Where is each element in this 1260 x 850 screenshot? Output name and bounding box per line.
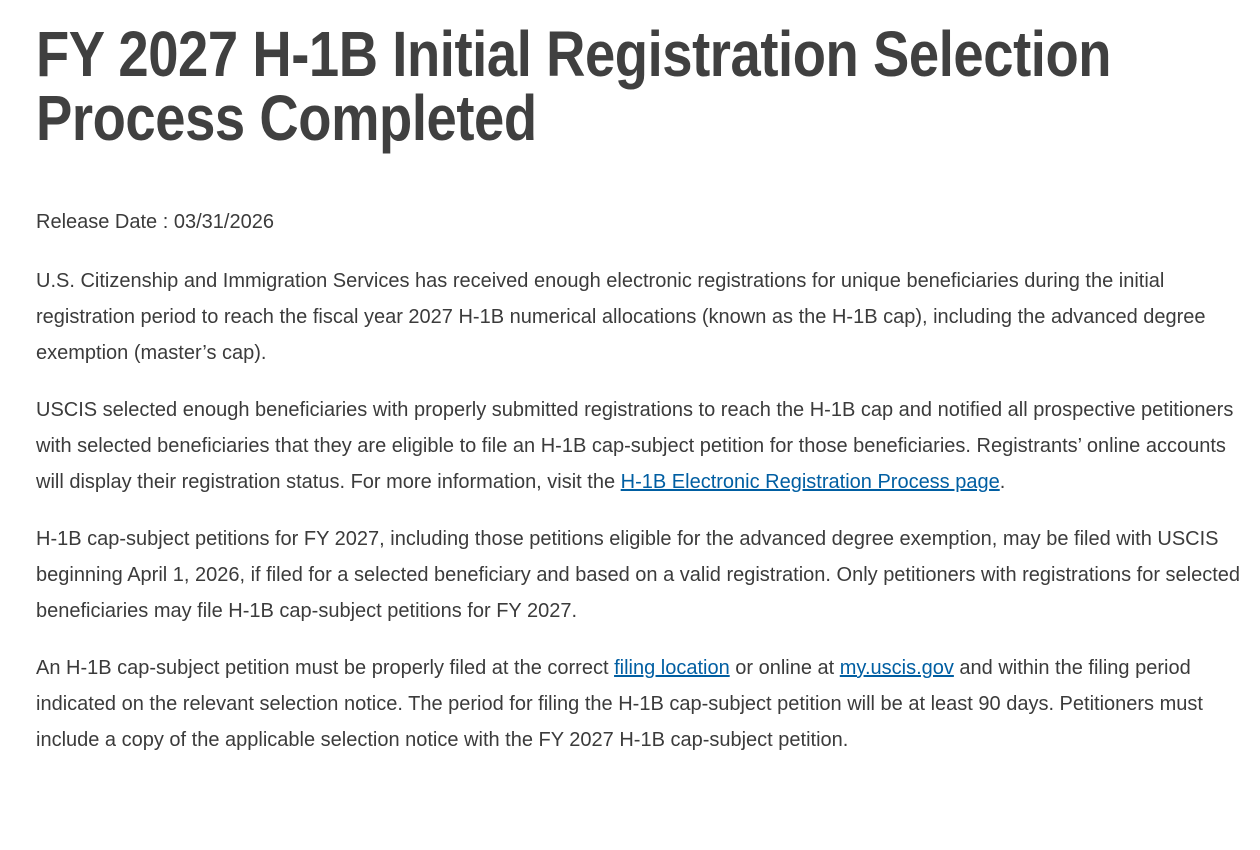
my-uscis-link[interactable]: my.uscis.gov xyxy=(839,657,954,679)
paragraph-4 xyxy=(36,650,1248,758)
paragraph-1: U.S. Citizenship and Immigration Services has received enough electronic registrations for unique beneficiaries during the initial registration period to reach the fiscal year 2027 H-1B numerical allocations (known as the H-1B cap), including the advanced degree exemption (master’s cap). xyxy=(36,270,1206,364)
h1b-registration-process-link[interactable]: H-1B Electronic Registration Process page xyxy=(620,471,1000,493)
paragraph-2-text: USCIS selected enough beneficiaries with properly submitted registrations to reach the H-1B cap and notified all prospective petitioners with selected beneficiaries that they are eligible to file an H-1B cap-subject petition for those beneficiaries. Registrants’ online accounts will display their registration status. For more information, visit the xyxy=(36,399,1234,493)
article-body xyxy=(36,204,1248,779)
release-date-value: 03/31/2026 xyxy=(173,211,274,233)
paragraph-3: H-1B cap-subject petitions for FY 2027, including those petitions eligible for the advanced degree exemption, may be filed with USCIS beginning April 1, 2026, if filed for a selected beneficiary and based on a valid registration. Only petitioners with registrations for selected beneficiaries may file H-1B cap-subject petitions for FY 2027. xyxy=(36,528,1241,622)
paragraph-4-text-c: and within the filing period indicated on the relevant selection notice. The period for filing the H-1B cap-subject petition will be at least 90 days. Petitioners must include a copy of the applicable selection notice with the FY 2027 H-1B cap-subject petition. xyxy=(36,657,1203,751)
release-date-label: Release Date : xyxy=(36,211,169,233)
page-title: FY 2027 H-1B Initial Registration Selection Process Completed xyxy=(36,18,1112,154)
filing-location-link[interactable]: filing location xyxy=(614,657,730,679)
paragraph-4-text-b: or online at xyxy=(729,657,840,679)
release-date xyxy=(36,204,1248,240)
paragraph-2-end: . xyxy=(999,471,1006,493)
paragraph-2 xyxy=(36,392,1248,500)
title-wrap xyxy=(36,18,1209,154)
paragraph-4-text-a: An H-1B cap-subject petition must be properly filed at the correct xyxy=(36,657,615,679)
